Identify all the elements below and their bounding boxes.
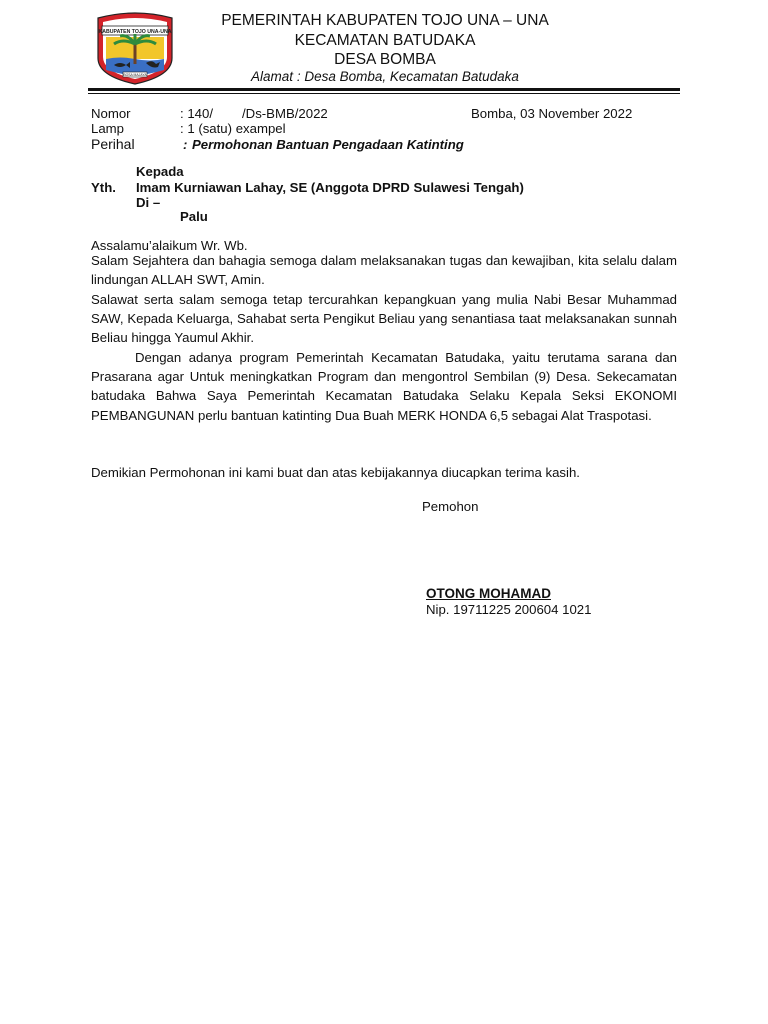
yth-label: Yth.	[91, 180, 116, 195]
nomor-suffix: /Ds-BMB/2022	[242, 106, 328, 121]
perihal-label: Perihal	[91, 136, 135, 152]
logo-motto: BOSA MAJAYA	[123, 73, 147, 78]
signatory-nip: Nip. 19711225 200604 1021	[426, 602, 592, 617]
kepada-label: Kepada	[136, 164, 184, 179]
regency-logo	[90, 10, 180, 86]
recipient-city: Palu	[180, 209, 208, 224]
letterhead-address: Alamat : Desa Bomba, Kecamatan Batudaka	[251, 69, 519, 84]
signature-role: Pemohon	[422, 499, 479, 514]
lamp-value: : 1 (satu) exampel	[180, 121, 286, 136]
closing-paragraph: Demikian Permohonan ini kami buat dan atas kebijakannya diucapkan terima kasih.	[91, 465, 580, 480]
letterhead-line-1: PEMERINTAH KABUPATEN TOJO UNA – UNA	[221, 12, 549, 29]
letter-date: Bomba, 03 November 2022	[471, 106, 633, 121]
letterhead-rule-thick	[88, 88, 680, 91]
logo-banner-text: KABUPATEN TOJO UNA-UNA	[98, 29, 172, 35]
paragraph-1: Salam Sejahtera dan bahagia semoga dalam melaksanakan tugas dan kewajiban, kita selalu dalam lindungan ALLAH SWT, Amin.	[91, 253, 677, 288]
perihal-value: Permohonan Bantuan Pengadaan Katinting	[192, 137, 464, 152]
perihal-colon: :	[183, 137, 188, 152]
letterhead-rule-thin	[88, 93, 680, 94]
nomor-label: Nomor	[91, 106, 131, 121]
paragraph-2: Salawat serta salam semoga tetap tercurahkan kepangkuan yang mulia Nabi Besar Muhammad SAW, Kepada Keluarga, Sahabat serta Pengikut Beliau yang senantiasa taat melaksanakan sunnah Beliau hingga Yaumul Akhir.	[91, 292, 677, 346]
greeting: Assalamu’alaikum Wr. Wb.	[91, 238, 248, 253]
letterhead-line-2: KECAMATAN BATUDAKA	[294, 32, 476, 49]
recipient-name: Imam Kurniawan Lahay, SE (Anggota DPRD Sulawesi Tengah)	[136, 180, 524, 195]
signatory-name: OTONG MOHAMAD	[426, 586, 551, 601]
lamp-label: Lamp	[91, 121, 124, 136]
di-label: Di –	[136, 195, 161, 210]
nomor-value: : 140/	[180, 106, 213, 121]
paragraph-3: Dengan adanya program Pemerintah Kecamatan Batudaka, yaitu terutama sarana dan Prasarana agar Untuk meningkatkan Program dan mengontrol Sembilan (9) Desa. Sekecamatan batudaka Bahwa Saya Pemerintah Kecamatan Batudaka Selaku Kepala Seksi EKONOMI PEMBANGUNAN perlu bantuan katinting Dua Buah MERK HONDA 6,5 sebagai Alat Traspotasi.	[91, 350, 677, 423]
letterhead-line-3: DESA BOMBA	[334, 51, 436, 68]
